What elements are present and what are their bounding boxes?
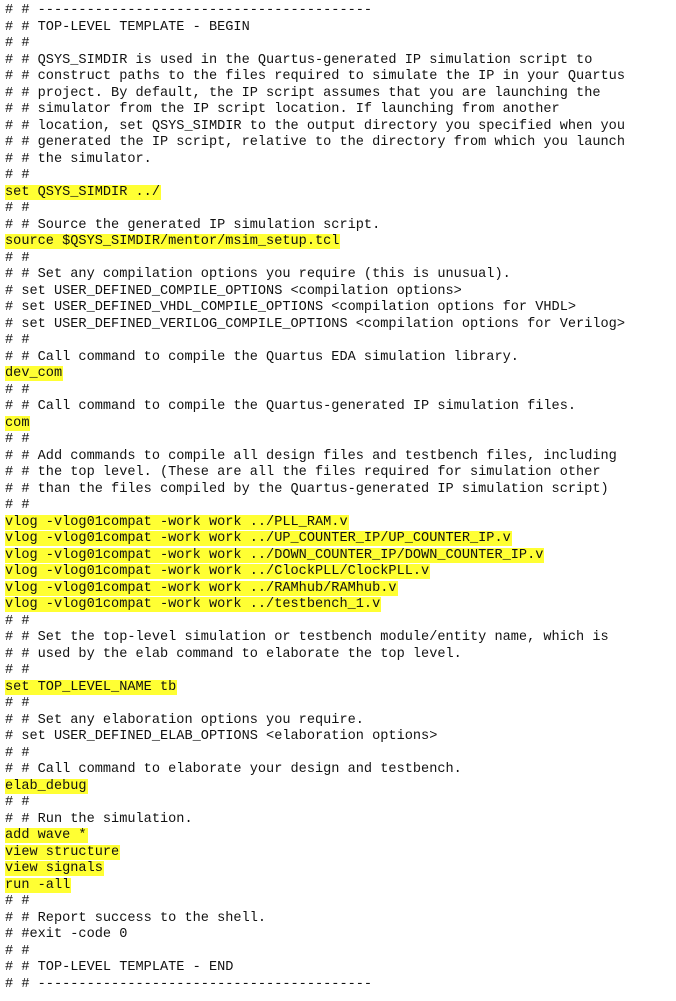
line-text: vlog -vlog01compat -work work ../testbench_1.v [5, 597, 381, 612]
comment-line [0, 812, 676, 829]
line-text: # # [5, 382, 30, 398]
comment-line [0, 383, 676, 400]
line-text: # # [5, 333, 30, 348]
comment-line [0, 135, 676, 152]
comment-line [0, 696, 676, 713]
line-text: # # Set any compilation options you require (this is unusual). [5, 267, 511, 282]
line-text: # # [5, 168, 30, 183]
comment-line [0, 69, 676, 86]
comment-line [0, 729, 676, 746]
comment-line [0, 647, 676, 664]
comment-line [0, 614, 676, 631]
comment-line [0, 399, 676, 416]
line-text: # # simulator from the IP script location. If launching from another [5, 102, 560, 117]
comment-line [0, 3, 676, 20]
comment-line [0, 746, 676, 763]
comment-line [0, 630, 676, 647]
highlighted-command-line [0, 597, 676, 614]
comment-line [0, 713, 676, 730]
line-text: dev_com [5, 366, 63, 381]
comment-line [0, 449, 676, 466]
comment-line [0, 168, 676, 185]
comment-line [0, 350, 676, 367]
line-text: vlog -vlog01compat -work work ../UP_COUNTER_IP/UP_COUNTER_IP.v [5, 531, 511, 546]
line-text: # set USER_DEFINED_ELAB_OPTIONS <elaboration options> [5, 729, 438, 744]
line-text: # # Add commands to compile all design files and testbench files, including [5, 448, 617, 464]
comment-line [0, 762, 676, 779]
highlighted-command-line [0, 581, 676, 598]
comment-line [0, 977, 676, 994]
comment-line [0, 317, 676, 334]
line-text: # # Call command to compile the Quartus-generated IP simulation files. [5, 399, 577, 414]
line-text: # #exit -code 0 [5, 927, 128, 942]
line-text: # # the simulator. [5, 151, 152, 167]
highlighted-command-line [0, 185, 676, 202]
line-text: elab_debug [5, 778, 87, 794]
line-text: # set USER_DEFINED_VERILOG_COMPILE_OPTIONS <compilation options for Verilog> [5, 316, 625, 332]
line-text: vlog -vlog01compat -work work ../RAMhub/RAMhub.v [5, 580, 397, 596]
line-text: # # the top level. (These are all the files required for simulation other [5, 465, 601, 480]
line-text: # # QSYS_SIMDIR is used in the Quartus-generated IP simulation script to [5, 52, 593, 68]
line-text: # # Report success to the shell. [5, 910, 267, 926]
line-text: # # than the files compiled by the Quartus-generated IP simulation script) [5, 481, 609, 497]
comment-line [0, 251, 676, 268]
line-text: set QSYS_SIMDIR ../ [5, 184, 160, 200]
comment-line [0, 36, 676, 53]
comment-line [0, 944, 676, 961]
highlighted-command-line [0, 878, 676, 895]
highlighted-command-line [0, 680, 676, 697]
highlighted-command-line [0, 779, 676, 796]
comment-line [0, 284, 676, 301]
line-text: # # [5, 432, 30, 447]
line-text: # # [5, 943, 30, 959]
highlighted-command-line [0, 515, 676, 532]
line-text: # # Source the generated IP simulation script. [5, 217, 381, 233]
line-text: # # [5, 613, 30, 629]
comment-line [0, 267, 676, 284]
line-text: view signals [5, 861, 103, 876]
line-text: # # [5, 663, 30, 678]
line-text: # # [5, 498, 30, 513]
line-text: # # [5, 36, 30, 51]
line-text: # # Set the top-level simulation or testbench module/entity name, which is [5, 630, 609, 645]
line-text: # # [5, 250, 30, 266]
line-text: # # [5, 894, 30, 909]
highlighted-command-line [0, 366, 676, 383]
line-text: vlog -vlog01compat -work work ../DOWN_COUNTER_IP/DOWN_COUNTER_IP.v [5, 547, 544, 563]
comment-line [0, 465, 676, 482]
line-text: # # [5, 696, 30, 711]
comment-line [0, 894, 676, 911]
line-text: # # TOP-LEVEL TEMPLATE - END [5, 960, 234, 975]
line-text: # # Call command to elaborate your design and testbench. [5, 762, 462, 777]
comment-line [0, 927, 676, 944]
highlighted-command-line [0, 234, 676, 251]
line-text: add wave * [5, 828, 87, 843]
line-text: run -all [5, 877, 71, 893]
line-text: # # Call command to compile the Quartus EDA simulation library. [5, 349, 519, 365]
line-text: # # [5, 745, 30, 761]
comment-line [0, 300, 676, 317]
line-text: source $QSYS_SIMDIR/mentor/msim_setup.tcl [5, 234, 340, 249]
comment-line [0, 152, 676, 169]
highlighted-command-line [0, 548, 676, 565]
comment-line [0, 102, 676, 119]
line-text: # # TOP-LEVEL TEMPLATE - BEGIN [5, 19, 250, 35]
line-text: # # project. By default, the IP script assumes that you are launching the [5, 85, 601, 101]
line-text: # set USER_DEFINED_COMPILE_OPTIONS <compilation options> [5, 283, 462, 299]
highlighted-command-line [0, 531, 676, 548]
line-text: vlog -vlog01compat -work work ../PLL_RAM.v [5, 514, 348, 530]
comment-line [0, 911, 676, 928]
line-text: # # location, set QSYS_SIMDIR to the output directory you specified when you [5, 118, 625, 134]
highlighted-command-line [0, 845, 676, 862]
comment-line [0, 333, 676, 350]
line-text: # # Run the simulation. [5, 811, 193, 827]
line-text: # # generated the IP script, relative to the directory from which you launch [5, 135, 625, 150]
comment-line [0, 86, 676, 103]
highlighted-command-line [0, 416, 676, 433]
comment-line [0, 218, 676, 235]
comment-line [0, 663, 676, 680]
comment-line [0, 482, 676, 499]
comment-line [0, 119, 676, 136]
comment-line [0, 201, 676, 218]
comment-line [0, 20, 676, 37]
line-text: # set USER_DEFINED_VHDL_COMPILE_OPTIONS <compilation options for VHDL> [5, 300, 577, 315]
comment-line [0, 53, 676, 70]
line-text: # # used by the elab command to elaborate the top level. [5, 646, 462, 662]
comment-line [0, 795, 676, 812]
highlighted-command-line [0, 828, 676, 845]
line-text: # # [5, 201, 30, 216]
line-text: view structure [5, 844, 120, 860]
line-text: # # [5, 795, 30, 810]
line-text: # # Set any elaboration options you require. [5, 712, 364, 728]
highlighted-command-line [0, 564, 676, 581]
line-text: # # ----------------------------------------- [5, 3, 373, 18]
comment-line [0, 498, 676, 515]
line-text: # # construct paths to the files required to simulate the IP in your Quartus [5, 69, 625, 84]
line-text: # # ----------------------------------------- [5, 976, 373, 992]
comment-line [0, 960, 676, 977]
comment-line [0, 432, 676, 449]
highlighted-command-line [0, 861, 676, 878]
line-text: com [5, 415, 30, 431]
line-text: vlog -vlog01compat -work work ../ClockPLL/ClockPLL.v [5, 564, 430, 579]
line-text: set TOP_LEVEL_NAME tb [5, 679, 177, 695]
